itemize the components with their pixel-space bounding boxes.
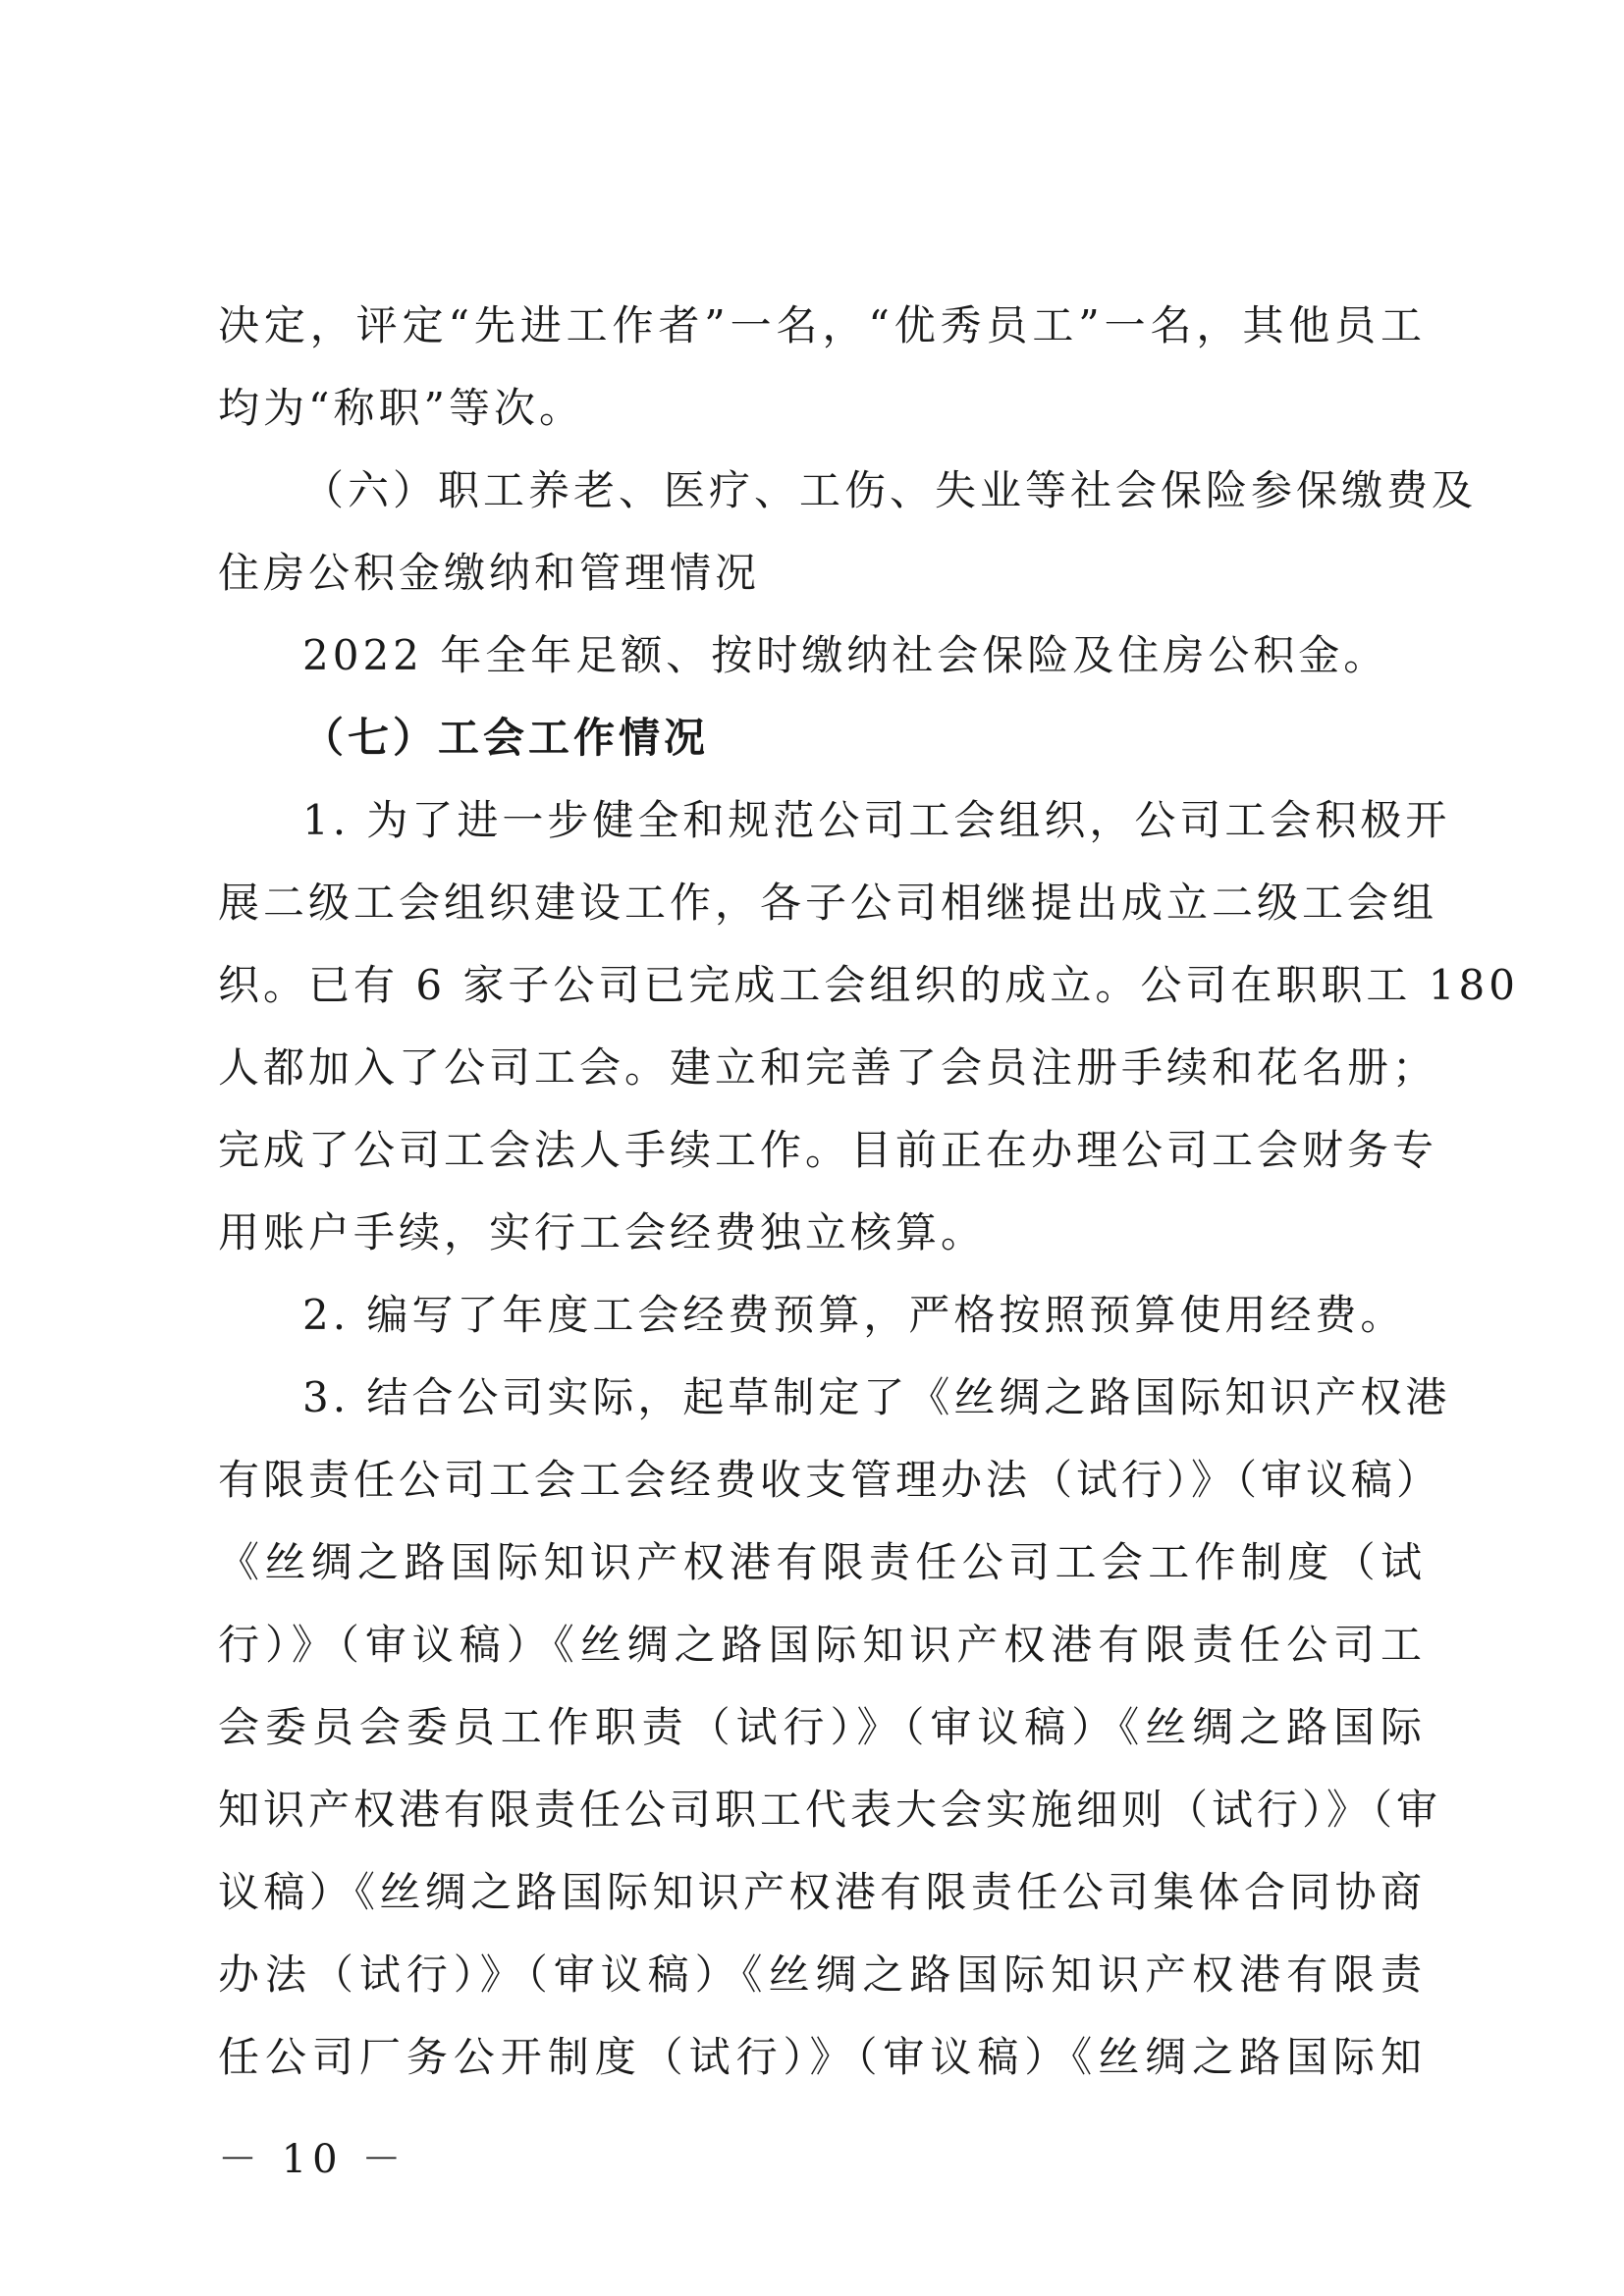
paragraph-line-1: 决定，评定“先进工作者”一名，“优秀员工”一名，其他员工: [218, 301, 1426, 349]
item-1-line-5: 完成了公司工会法人手续工作。目前正在办理公司工会财务专: [218, 1126, 1438, 1174]
item-1-line-1: 1. 为了进一步健全和规范公司工会组织，公司工会积极开: [302, 796, 1451, 844]
page-number: － 10 －: [218, 2137, 407, 2182]
item-1-line-4: 人都加入了公司工会。建立和完善了会员注册手续和花名册；: [218, 1043, 1438, 1092]
item-3-line-3: 《丝绸之路国际知识产权港有限责任公司工会工作制度（试: [218, 1538, 1426, 1586]
section-heading-6-line-1: （六）职工养老、医疗、工伤、失业等社会保险参保缴费及: [302, 466, 1478, 514]
paragraph-line-insurance: 2022 年全年足额、按时缴纳社会保险及住房公积金。: [302, 631, 1389, 679]
item-2-line-1: 2. 编写了年度工会经费预算，严格按照预算使用经费。: [302, 1291, 1406, 1339]
item-3-line-9: 任公司厂务公开制度（试行）》（审议稿）《丝绸之路国际知: [218, 2033, 1426, 2081]
item-3-line-7: 议稿）《丝绸之路国际知识产权港有限责任公司集体合同协商: [218, 1868, 1426, 1916]
item-3-line-6: 知识产权港有限责任公司职工代表大会实施细则（试行）》（审: [218, 1786, 1442, 1834]
paragraph-line-2: 均为“称职”等次。: [218, 384, 584, 432]
item-3-line-4: 行）》（审议稿）《丝绸之路国际知识产权港有限责任公司工: [218, 1621, 1426, 1669]
item-1-line-2: 展二级工会组织建设工作，各子公司相继提出成立二级工会组: [218, 879, 1438, 927]
section-heading-6-line-2: 住房公积金缴纳和管理情况: [218, 549, 761, 597]
item-1-line-6: 用账户手续，实行工会经费独立核算。: [218, 1208, 987, 1256]
item-3-line-5: 会委员会委员工作职责（试行）》（审议稿）《丝绸之路国际: [218, 1703, 1426, 1751]
item-3-line-1: 3. 结合公司实际，起草制定了《丝绸之路国际知识产权港: [302, 1373, 1451, 1421]
section-heading-7: （七）工会工作情况: [302, 714, 710, 762]
item-3-line-8: 办法（试行）》（审议稿）《丝绸之路国际知识产权港有限责: [218, 1950, 1426, 1999]
item-3-line-2: 有限责任公司工会工会经费收支管理办法（试行）》（审议稿）: [218, 1456, 1442, 1504]
item-1-line-3: 织。已有 6 家子公司已完成工会组织的成立。公司在职职工 180: [218, 961, 1519, 1009]
